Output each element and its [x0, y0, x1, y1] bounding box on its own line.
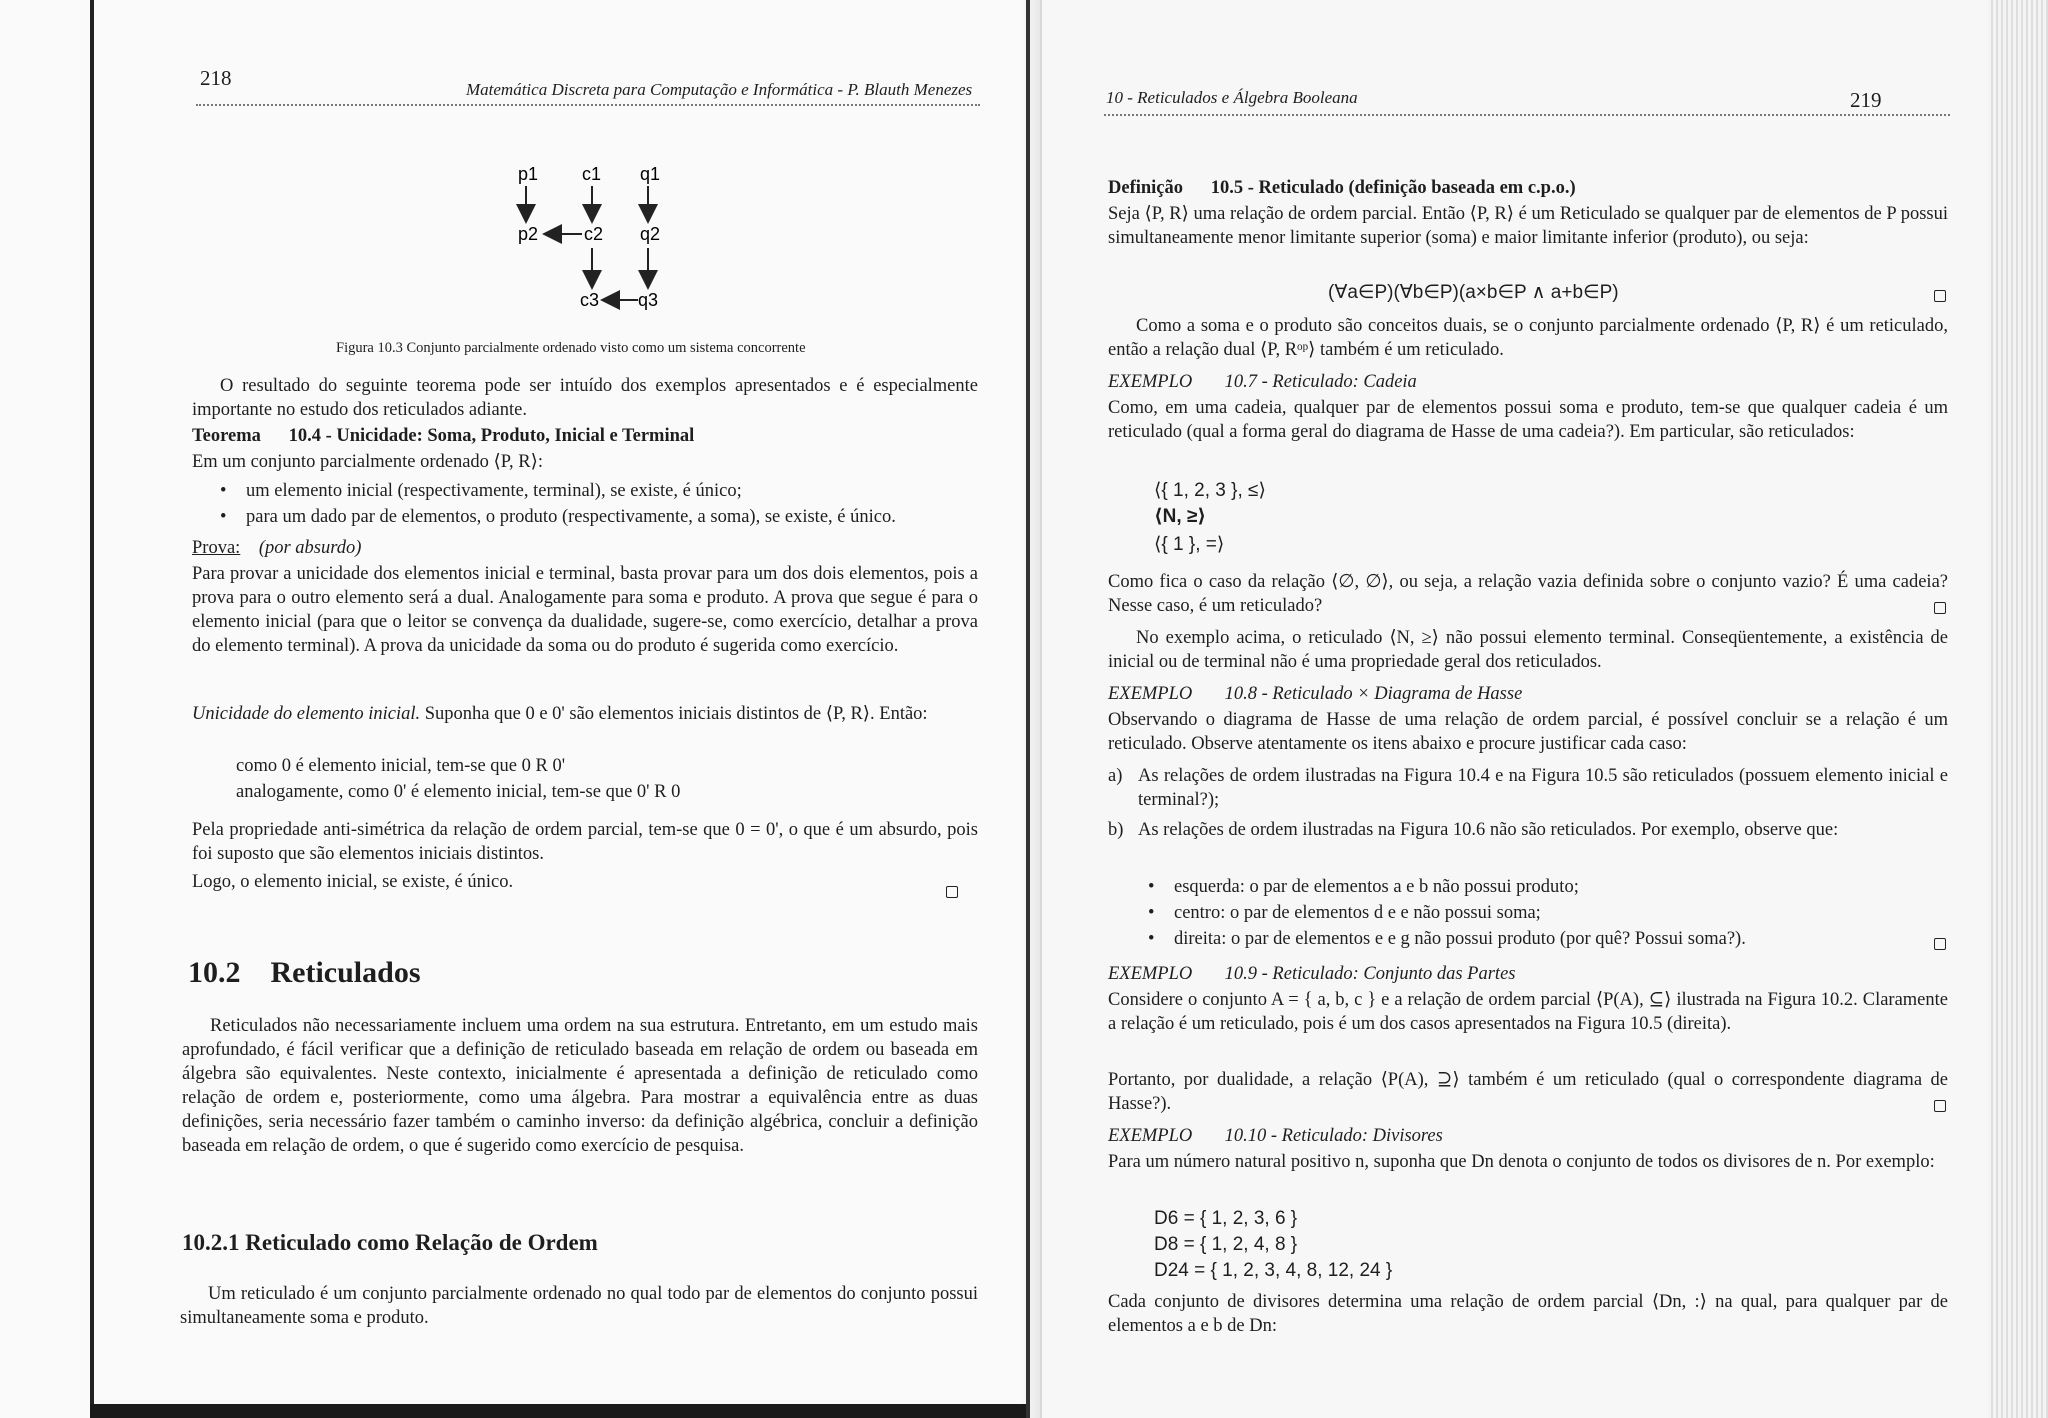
example-label: EXEMPLO — [1108, 1126, 1193, 1146]
header-rule — [196, 104, 980, 106]
page-number: 219 — [1850, 88, 1882, 112]
intro-paragraph: O resultado do seguinte teorema pode ser intuído dos exemplos apresentados e é especialmente importante no estudo dos reticulados adiante. — [192, 376, 978, 420]
example-title: 10.7 - Reticulado: Cadeia — [1224, 372, 1417, 392]
definition-dual-text: Como a soma e o produto são conceitos duais, se o conjunto parcialmente ordenado ⟨P, R⟩ é um reticulado, então a relação dual ⟨P, Rᵒᵖ⟩ também é um reticulado. — [1108, 316, 1948, 360]
node-c3: c3 — [580, 290, 600, 310]
end-of-example-box — [1934, 938, 1946, 950]
end-of-example-box — [1934, 1100, 1946, 1112]
proof-line-2: analogamente, como 0' é elemento inicial, tem-se que 0' R 0 — [236, 782, 681, 802]
empty-relation-question: Como fica o caso da relação ⟨∅, ∅⟩, ou seja, a relação vazia definida sobre o conjunto vazio? É uma cadeia? Nesse caso, é um reticulado? — [1108, 572, 1948, 616]
example-10-8-text: Observando o diagrama de Hasse de uma relação de ordem parcial, é possível concluir se a relação é um reticulado. Observe atentamente os itens abaixo e procure justificar cada caso: — [1108, 710, 1948, 754]
uniqueness-paragraph — [192, 702, 978, 726]
page-bottom-edge — [90, 1404, 1030, 1418]
divisor-set-d8: D8 = { 1, 2, 4, 8 } — [1154, 1234, 1298, 1255]
section-title: Reticulados — [270, 956, 421, 989]
subsection-number: 10.2.1 — [182, 1230, 240, 1255]
example-10-10-closing: Cada conjunto de divisores determina uma relação de ordem parcial ⟨Dn, :⟩ na qual, para qualquer par de elementos a e b de Dn: — [1108, 1292, 1948, 1336]
example-10-7-text: Como, em uma cadeia, qualquer par de elementos possui soma e produto, tem-se que qualquer cadeia é um reticulado (qual a forma geral do diagrama de Hasse de uma cadeia?). Em particular, são reticulados: — [1108, 398, 1948, 442]
page-number: 218 — [200, 66, 232, 90]
hasse-bullets — [1142, 874, 1902, 952]
uniqueness-title: Unicidade do elemento inicial. — [192, 704, 421, 724]
theorem-statement: Em um conjunto parcialmente ordenado ⟨P, R⟩: — [192, 452, 543, 472]
hasse-bullet: • esquerda: o par de elementos a e b não possui produto; — [1142, 874, 1902, 900]
node-c1: c1 — [582, 164, 602, 184]
figure-caption: Figura 10.3 Conjunto parcialmente ordenado visto como um sistema concorrente — [336, 340, 806, 356]
subsection-title: Reticulado como Relação de Ordem — [245, 1230, 598, 1255]
example-title: 10.8 - Reticulado × Diagrama de Hasse — [1224, 684, 1523, 704]
proof-label: Prova: — [192, 538, 241, 558]
proof-heading — [192, 536, 978, 560]
definition-label: Definição — [1108, 178, 1184, 198]
theorem-title: 10.4 - Unicidade: Soma, Produto, Inicial e Terminal — [288, 426, 695, 446]
theorem-bullet: • um elemento inicial (respectivamente, terminal), se existe, é único; — [214, 478, 984, 504]
example-label: EXEMPLO — [1108, 684, 1193, 704]
proof-conclusion: Logo, o elemento inicial, se existe, é único. — [192, 872, 514, 892]
definition-formula: (∀a∈P)(∀b∈P)(a×b∈P ∧ a+b∈P) — [1328, 282, 1619, 303]
proof-paragraph: Para provar a unicidade dos elementos inicial e terminal, basta provar para um dos dois elementos, pois a prova para o outro elemento será a dual. Analogamente para soma e produto. A prova que segue é para o elemento inicial (para que o leitor se convença da dualidade, sugere-se, como exercício, detalhar a prova do elemento terminal). A prova da unicidade da soma ou do produto é sugerida como exercício. — [192, 564, 978, 656]
section-number: 10.2 — [188, 956, 241, 989]
binding-edge — [90, 0, 94, 1418]
example-10-9-dual: Portanto, por dualidade, a relação ⟨P(A), ⊇⟩ também é um reticulado (qual o correspondente diagrama de Hasse?). — [1108, 1070, 1948, 1114]
example-10-8-heading — [1108, 682, 1948, 706]
end-of-proof-box — [946, 886, 958, 898]
section-heading — [188, 956, 421, 990]
poset-figure — [500, 160, 700, 320]
header-rule — [1104, 114, 1950, 116]
section-paragraph: Reticulados não necessariamente incluem uma ordem na sua estrutura. Entretanto, em um estudo mais aprofundado, é fácil verificar que a definição de reticulado baseada em relação de ordem ou baseada em álgebra são equivalentes. Neste contexto, inicialmente é apresentada a definição de reticulado como relação de ordem e, posteriormente, como uma álgebra. Para mostrar a equivalência entre as duas definições, seria necessário fazer também o caminho inverso: da definição algébrica, concluir a definição baseada em relação de ordem, o que é sugerido como exercício de pesquisa. — [182, 1016, 978, 1156]
page-stack-edges — [1988, 0, 2048, 1418]
example-title: 10.10 - Reticulado: Divisores — [1224, 1126, 1443, 1146]
example-title: 10.9 - Reticulado: Conjunto das Partes — [1224, 964, 1516, 984]
chain-example-2: ⟨N, ≥⟩ — [1154, 506, 1207, 527]
item-b-text: As relações de ordem ilustradas na Figura 10.6 não são reticulados. Por exemplo, observe que: — [1138, 820, 1839, 840]
example-10-9-heading — [1108, 962, 1948, 986]
proof-line-1: como 0 é elemento inicial, tem-se que 0 R 0' — [236, 756, 566, 776]
item-a: a) As relações de ordem ilustradas na Figura 10.4 e na Figura 10.5 são reticulados (possuem elemento inicial e terminal?); — [1108, 766, 1948, 810]
running-head: 10 - Reticulados e Álgebra Booleana — [1106, 88, 1358, 107]
theorem-bullet: • para um dado par de elementos, o produto (respectivamente, a soma), se existe, é único. — [214, 504, 984, 530]
example-10-10-heading — [1108, 1124, 1948, 1148]
antisymmetry-paragraph: Pela propriedade anti-simétrica da relação de ordem parcial, tem-se que 0 = 0', o que é um absurdo, pois foi suposto que são elementos iniciais distintos. — [192, 820, 978, 864]
example-10-9-text: Considere o conjunto A = { a, b, c } e a relação de ordem parcial ⟨P(A), ⊆⟩ ilustrada na Figura 10.2. Claramente a relação é um reticulado, pois é um dos casos apresentados na Figura 10.5 (direita). — [1108, 990, 1948, 1034]
example-10-7-heading — [1108, 370, 1948, 394]
end-of-example-box — [1934, 602, 1946, 614]
example-label: EXEMPLO — [1108, 964, 1193, 984]
hasse-bullet: • direita: o par de elementos e e g não possui produto (por quê? Possui soma?). — [1142, 926, 1902, 952]
chain-example-3: ⟨{ 1 }, =⟩ — [1154, 534, 1225, 555]
chain-example-1: ⟨{ 1, 2, 3 }, ≤⟩ — [1154, 480, 1266, 501]
item-a-text: As relações de ordem ilustradas na Figura 10.4 e na Figura 10.5 são reticulados (possuem elemento inicial e terminal?); — [1138, 766, 1948, 810]
node-p1: p1 — [518, 164, 539, 184]
node-c2: c2 — [584, 224, 604, 244]
subsection-heading — [182, 1230, 598, 1256]
item-b: b) As relações de ordem ilustradas na Figura 10.6 não são reticulados. Por exemplo, observe que: — [1108, 818, 1948, 842]
theorem-bullets — [214, 478, 984, 530]
running-head: Matemática Discreta para Computação e Informática - P. Blauth Menezes — [466, 80, 973, 99]
node-q3: q3 — [638, 290, 659, 310]
node-p2: p2 — [518, 224, 539, 244]
divisor-set-d6: D6 = { 1, 2, 3, 6 } — [1154, 1208, 1298, 1229]
definition-title: 10.5 - Reticulado (definição baseada em c.p.o.) — [1210, 178, 1576, 198]
example-label: EXEMPLO — [1108, 372, 1193, 392]
theorem-heading — [192, 424, 978, 448]
subsection-paragraph: Um reticulado é um conjunto parcialmente ordenado no qual todo par de elementos do conjunto possui simultaneamente soma e produto. — [180, 1284, 978, 1328]
proof-method: (por absurdo) — [258, 538, 362, 558]
definition-heading — [1108, 176, 1948, 200]
theorem-label: Teorema — [192, 426, 261, 446]
hasse-bullet: • centro: o par de elementos d e e não possui soma; — [1142, 900, 1902, 926]
node-q2: q2 — [640, 224, 661, 244]
divisor-set-d24: D24 = { 1, 2, 3, 4, 8, 12, 24 } — [1154, 1260, 1393, 1281]
node-q1: q1 — [640, 164, 661, 184]
uniqueness-text: Suponha que 0 e 0' são elementos iniciais distintos de ⟨P, R⟩. Então: — [424, 704, 928, 724]
end-of-definition-box — [1934, 290, 1946, 302]
example-10-7-note: No exemplo acima, o reticulado ⟨N, ≥⟩ não possui elemento terminal. Conseqüentemente, a existência de inicial ou de terminal não é uma propriedade geral dos reticulados. — [1108, 628, 1948, 672]
example-10-10-text: Para um número natural positivo n, suponha que Dn denota o conjunto de todos os divisores de n. Por exemplo: — [1108, 1152, 1935, 1172]
definition-text: Seja ⟨P, R⟩ uma relação de ordem parcial. Então ⟨P, R⟩ é um Reticulado se qualquer par de elementos de P possui simultaneamente menor limitante superior (soma) e maior limitante inferior (produto), ou seja: — [1108, 204, 1948, 248]
right-page — [1042, 0, 2048, 1418]
